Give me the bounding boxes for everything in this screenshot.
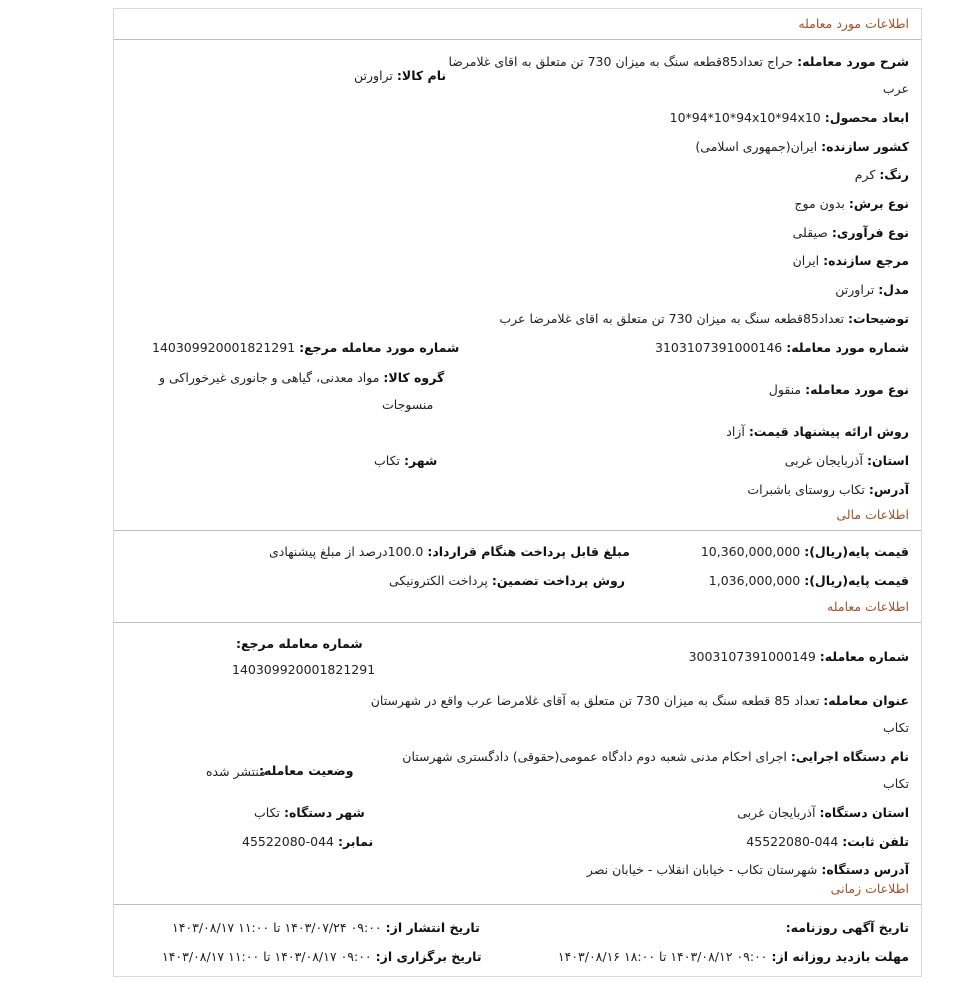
cut-row [794,196,909,211]
maker-ref-label: مرجع سازنده: [823,253,909,268]
visit-date-value: ۰۹:۰۰ ۱۴۰۳/۰۸/۱۲ تا ۱۸:۰۰ ۱۴۰۳/۰۸/۱۶ [557,949,768,964]
org-province-value: آذربایجان غربی [737,805,816,820]
ref-no-label: شماره مورد معامله مرجع: [299,340,460,355]
org-row [402,749,909,764]
group-row-2: منسوجات [382,397,434,412]
maker-ref-value: ایران [792,253,820,268]
city-row [374,453,437,468]
status-label-row [259,763,354,778]
base-price-2-value: 1,036,000,000 [708,573,801,588]
deal-title-value: تعداد 85 قطعه سنگ به میزان 730 تن متعلق به آقای غلامرضا عرب واقع در شهرستان [370,693,820,708]
base-price-1-label: قیمت پایه(ریال): [804,544,909,559]
process-row [793,225,909,240]
goods-name-value: تراورتن [354,68,393,83]
offer-label: روش ارائه پیشنهاد قیمت: [748,424,909,439]
address-value: تکاب روستای باشبرات [747,482,865,497]
section-divider [114,530,921,531]
section-divider [114,904,921,905]
publish-date-row [172,920,480,935]
group-row [159,370,444,385]
org-address-row [587,862,909,877]
country-value: ایران(جمهوری اسلامی) [695,139,818,154]
section-title-deal-info: اطلاعات معامله [827,599,909,614]
dims-row [670,110,909,125]
offer-value: آزاد [726,424,745,439]
offer-row [726,424,909,439]
org-address-label: آدرس دستگاه: [821,862,909,877]
goods-name-label: نام کالا: [396,68,447,83]
contract-payment-label: مبلغ قابل پرداخت هنگام قرارداد: [427,544,630,559]
guarantee-row [389,573,625,588]
deal-ref-value: 140309920001821291 [232,662,376,677]
org-city-value: تکاب [254,805,280,820]
model-label: مدل: [878,282,909,297]
dims-label: ابعاد محصول: [824,110,909,125]
org-province-label: استان دستگاه: [819,805,909,820]
ref-no-row [152,340,459,355]
org-row-2: تکاب [883,776,909,791]
type-value: منقول [768,382,802,397]
deal-no-label: شماره معامله: [819,649,909,664]
province-label: استان: [866,453,909,468]
process-value: صیقلی [792,225,828,240]
country-label: کشور سازنده: [821,139,909,154]
base-price-2-row [709,573,909,588]
section-title-item-info: اطلاعات مورد معامله [798,16,909,31]
section-title-timing: اطلاعات زمانی [830,881,909,896]
status-value: منتشر شده [206,764,266,779]
color-row [855,167,909,182]
province-value: آذربایجان غربی [784,453,863,468]
notes-value: تعداد85قطعه سنگ به میزان 730 تن متعلق به اقای غلامرضا عرب [499,311,845,326]
city-label: شهر: [403,453,438,468]
deal-no-row [689,649,909,664]
org-address-value: شهرستان تکاب - خیابان انقلاب - خیابان نصر [586,862,818,877]
process-label: نوع فرآوری: [831,225,909,240]
address-row [747,482,909,497]
model-row [835,282,909,297]
notes-label: توضیحات: [848,311,909,326]
section-title-financial: اطلاعات مالی [836,507,909,522]
base-price-2-label: قیمت پایه(ریال): [804,573,909,588]
deal-title-row [371,693,909,708]
group-value: مواد معدنی، گیاهی و جانوری غیرخوراکی و [159,370,380,385]
org-city-label: شهر دستگاه: [283,805,365,820]
contract-payment-value: 100.0درصد از مبلغ پیشنهادی [269,544,424,559]
color-value: کرم [854,167,876,182]
phone-value: 044-45522080 [746,834,839,849]
phone-row [746,834,909,849]
item-no-row [655,340,909,355]
city-value: تکاب [374,453,400,468]
item-no-label: شماره مورد معامله: [786,340,909,355]
item-desc-row-2: عرب [882,81,909,96]
org-city-row [254,805,365,820]
publish-date-value: ۰۹:۰۰ ۱۴۰۳/۰۷/۲۴ تا ۱۱:۰۰ ۱۴۰۳/۰۸/۱۷ [172,920,382,935]
address-label: آدرس: [868,482,909,497]
visit-date-row [558,949,909,964]
base-price-1-value: 10,360,000,000 [700,544,801,559]
newspaper-date-label: تاریخ آگهی روزنامه: [785,920,909,935]
goods-name-row [354,68,446,83]
maker-ref-row [793,253,909,268]
status-label: وضعیت معامله: [259,763,354,778]
cut-value: بدون موج [794,196,845,211]
org-label: نام دستگاه اجرایی: [790,749,909,764]
guarantee-label: روش پرداخت تضمین: [491,573,625,588]
item-desc-label: شرح مورد معامله: [797,54,909,69]
hold-date-value: ۰۹:۰۰ ۱۴۰۳/۰۸/۱۷ تا ۱۱:۰۰ ۱۴۰۳/۰۸/۱۷ [162,949,372,964]
publish-date-label: تاریخ انتشار از: [385,920,480,935]
visit-date-label: مهلت بازدید روزانه از: [771,949,909,964]
ref-no-value: 140309920001821291 [152,340,296,355]
deal-details-panel [113,8,922,977]
guarantee-value: پرداخت الکترونیکی [389,573,488,588]
deal-ref-label-row [236,636,363,651]
section-divider [114,622,921,623]
notes-row [499,311,909,326]
base-price-1-row [701,544,909,559]
deal-title-row-2: تکاب [883,720,909,735]
deal-title-label: عنوان معامله: [823,693,909,708]
org-value: اجرای احکام مدنی شعبه دوم دادگاه عمومی(حقوقی) دادگستری شهرستان [402,749,787,764]
deal-ref-label: شماره معامله مرجع: [236,636,363,651]
fax-label: نمابر: [337,834,374,849]
item-desc-row [409,54,909,69]
section-divider [114,39,921,40]
org-province-row [737,805,909,820]
type-row [769,382,909,397]
contract-payment-row [269,544,630,559]
group-label: گروه کالا: [383,370,445,385]
cut-label: نوع برش: [848,196,909,211]
dims-value: 10*94*10*94x10*94x10 [669,110,821,125]
phone-label: تلفن ثابت: [842,834,909,849]
color-label: رنگ: [879,167,909,182]
fax-row [242,834,373,849]
country-row [695,139,909,154]
hold-date-label: تاریخ برگزاری از: [375,949,482,964]
province-row [785,453,909,468]
deal-no-value: 3003107391000149 [688,649,816,664]
hold-date-row [162,949,482,964]
model-value: تراورتن [835,282,875,297]
type-label: نوع مورد معامله: [805,382,909,397]
fax-value: 044-45522080 [242,834,334,849]
item-desc-value: حراج تعداد85قطعه سنگ به میزان 730 تن متعلق به اقای غلامرضا [448,54,794,69]
newspaper-date-row [786,920,909,935]
item-no-value: 3103107391000146 [655,340,783,355]
